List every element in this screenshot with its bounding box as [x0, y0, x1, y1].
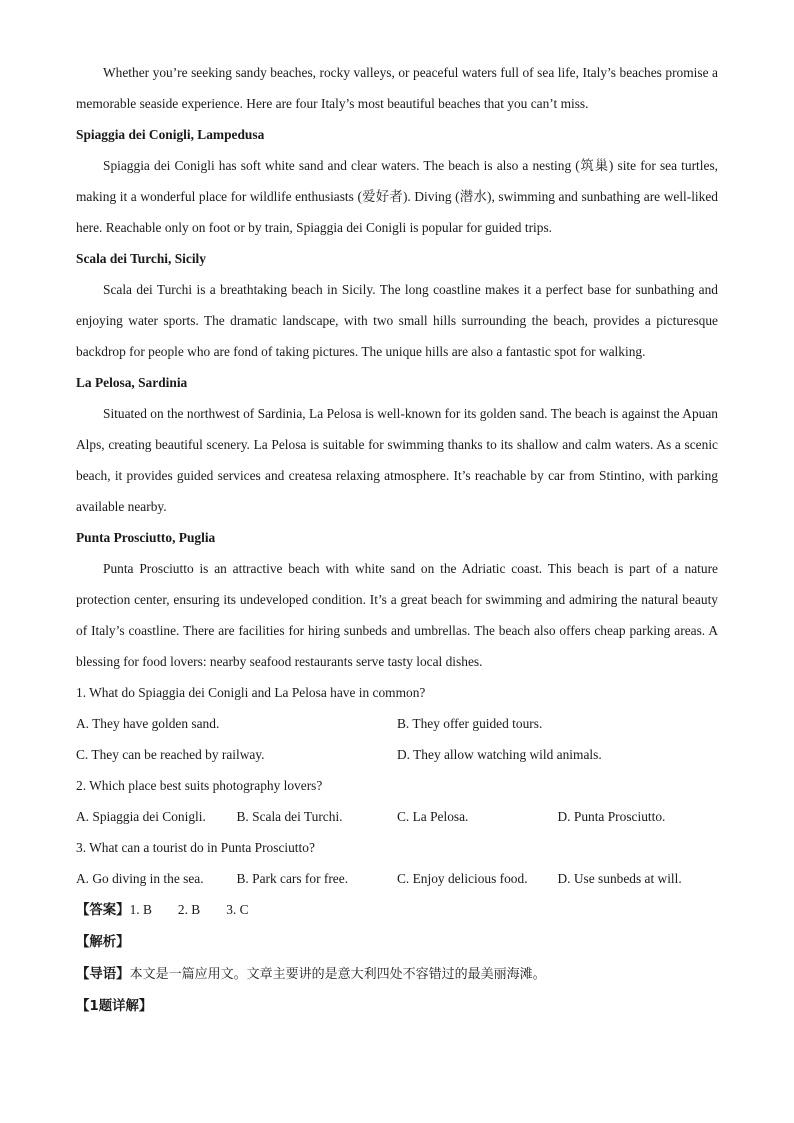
section-body-3: Situated on the northwest of Sardinia, La Pelosa is well-known for its golden sand. The beach is against the Apuan Alps, creating beautiful scenery. La Pelosa is suitable for swimming thanks to its shallow and calm waters. As a scenic beach, it provides guided services and createsa relaxing atmosphere. It’s reachable by car from Stintino, with parking available nearby.	[76, 406, 718, 514]
answer-item-1: 1. B	[129, 902, 152, 917]
section-heading-1: Spiaggia dei Conigli, Lampedusa	[76, 127, 265, 142]
section-heading-2: Scala dei Turchi, Sicily	[76, 251, 206, 266]
question-3-stem: 3. What can a tourist do in Punta Prosciutto?	[76, 840, 315, 855]
guide-text: 本文是一篇应用文。文章主要讲的是意大利四处不容错过的最美丽海滩。	[129, 967, 546, 982]
question-1-option-c: C. They can be reached by railway.	[76, 747, 265, 762]
detail-tag: 【1题详解】	[76, 999, 153, 1014]
section-heading-3: La Pelosa, Sardinia	[76, 375, 188, 390]
question-3-option-d: D. Use sunbeds at will.	[557, 871, 682, 886]
question-1-option-d: D. They allow watching wild animals.	[397, 747, 602, 762]
question-2-options	[76, 801, 718, 832]
question-2-option-b: B. Scala dei Turchi.	[236, 809, 343, 824]
detail-line	[76, 990, 718, 1022]
answer-item-2: 2. B	[177, 902, 201, 917]
question-3-option-c: C. Enjoy delicious food.	[397, 871, 528, 886]
document-page	[76, 57, 718, 1022]
question-2-option-c: C. La Pelosa.	[397, 809, 469, 824]
analysis-line	[76, 926, 718, 958]
answer-tag: 【答案】	[76, 903, 130, 918]
guide-tag: 【导语】	[76, 967, 130, 982]
question-1-stem: 1. What do Spiaggia dei Conigli and La Pelosa have in common?	[76, 685, 426, 700]
question-2-option-d: D. Punta Prosciutto.	[557, 809, 666, 824]
section-body-1: Spiaggia dei Conigli has soft white sand and clear waters. The beach is also a nesting (筑巢) site for sea turtles, making it a wonderful place for wildlife enthusiasts (爱好者). Diving (潜水), swimming and sunbathing are well-liked here. Reachable only on foot or by train, Spiaggia dei Conigli is popular for guided trips.	[76, 158, 718, 235]
section-body-2: Scala dei Turchi is a breathtaking beach in Sicily. The long coastline makes it a perfect base for sunbathing and enjoying water sports. The dramatic landscape, with two small hills surrounding the beach, provides a picturesque backdrop for people who are fond of taking pictures. The unique hills are also a fantastic spot for walking.	[76, 282, 718, 359]
section-body-4: Punta Prosciutto is an attractive beach with white sand on the Adriatic coast. This beach is part of a nature protection center, ensuring its undeveloped condition. It’s a great beach for swimming and admiring the natural beauty of Italy’s coastline. There are facilities for hiring sunbeds and umbrellas. The beach also offers cheap parking areas. A blessing for food lovers: nearby seafood restaurants serve tasty local dishes.	[76, 561, 718, 669]
answer-line	[76, 894, 718, 926]
guide-line	[76, 958, 718, 990]
question-3-option-b: B. Park cars for free.	[236, 871, 349, 886]
question-1-option-b: B. They offer guided tours.	[397, 716, 543, 731]
section-heading-4: Punta Prosciutto, Puglia	[76, 530, 216, 545]
question-3-options	[76, 863, 718, 894]
question-2-stem: 2. Which place best suits photography lovers?	[76, 778, 323, 793]
question-1-options-row-2	[76, 739, 718, 770]
question-1-options-row-1	[76, 708, 718, 739]
question-1-option-a: A. They have golden sand.	[76, 716, 220, 731]
answer-item-3: 3. C	[226, 902, 249, 917]
intro-paragraph: Whether you’re seeking sandy beaches, rocky valleys, or peaceful waters full of sea life, Italy’s beaches promise a memorable seaside experience. Here are four Italy’s most beautiful beaches that you can’t miss.	[76, 65, 718, 111]
analysis-tag: 【解析】	[76, 935, 130, 950]
question-3-option-a: A. Go diving in the sea.	[76, 871, 204, 886]
question-2-option-a: A. Spiaggia dei Conigli.	[76, 809, 206, 824]
